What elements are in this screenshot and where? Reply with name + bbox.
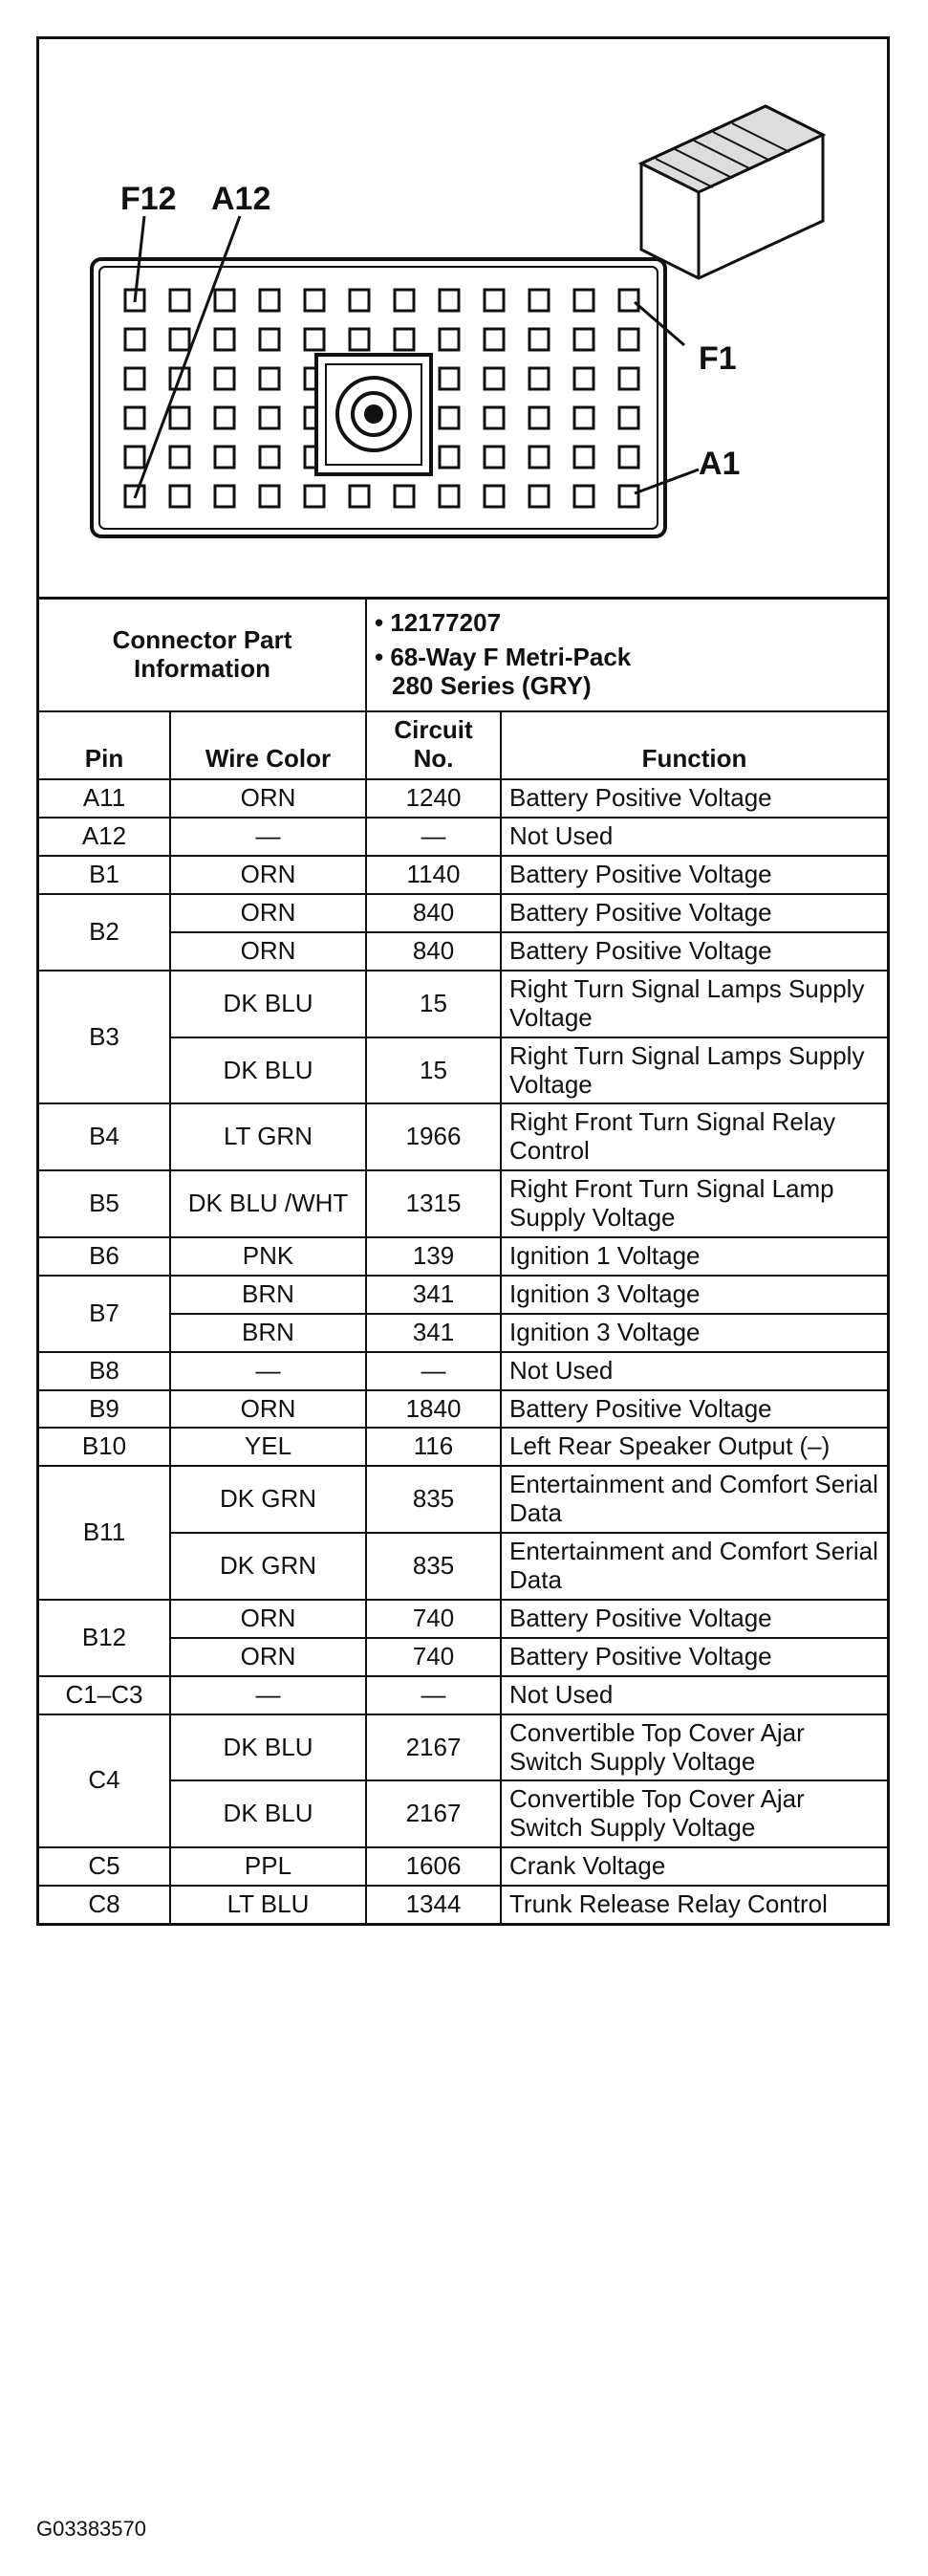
pin-cavity xyxy=(260,368,279,389)
connector-sheet xyxy=(36,36,890,1926)
pin-cavity xyxy=(170,486,189,507)
wire-color-cell: ORN xyxy=(170,1600,366,1638)
pin-cavity xyxy=(574,290,593,311)
function-cell: Battery Positive Voltage xyxy=(501,1600,887,1638)
table-row xyxy=(39,1428,887,1466)
pin-cavity xyxy=(440,407,459,428)
wire-color-cell: DK BLU xyxy=(170,1780,366,1847)
pin-cavity xyxy=(485,329,504,350)
wire-color-cell: DK GRN xyxy=(170,1533,366,1600)
pin-cavity xyxy=(529,486,549,507)
pin-cell: B7 xyxy=(39,1276,170,1352)
pin-cavity xyxy=(260,407,279,428)
table-row xyxy=(39,818,887,856)
pin-cavity xyxy=(485,447,504,468)
circuit-cell: 840 xyxy=(366,894,501,932)
label-f1: F1 xyxy=(699,340,737,377)
pin-cavity xyxy=(574,329,593,350)
wire-color-cell: ORN xyxy=(170,856,366,894)
pin-cavity xyxy=(215,290,234,311)
function-cell: Not Used xyxy=(501,1352,887,1390)
wire-color-cell: YEL xyxy=(170,1428,366,1466)
pin-cavity xyxy=(170,447,189,468)
circuit-cell: 15 xyxy=(366,971,501,1037)
table-row xyxy=(39,971,887,1037)
circuit-cell: 740 xyxy=(366,1600,501,1638)
pinout-table xyxy=(39,600,887,1923)
label-f12: F12 xyxy=(120,181,177,217)
circuit-cell: 1840 xyxy=(366,1390,501,1429)
table-row xyxy=(39,1276,887,1314)
pin-cavity xyxy=(485,486,504,507)
pin-cell: A12 xyxy=(39,818,170,856)
circuit-cell: 1344 xyxy=(366,1886,501,1923)
pin-cell: C1–C3 xyxy=(39,1676,170,1714)
circuit-cell: 139 xyxy=(366,1237,501,1276)
table-row xyxy=(39,1352,887,1390)
pin-cavity xyxy=(125,447,144,468)
table-header xyxy=(39,711,887,780)
table-row xyxy=(39,894,887,932)
pin-cavity xyxy=(305,486,324,507)
pin-cavity xyxy=(440,447,459,468)
pin-cavity xyxy=(440,368,459,389)
connector-info-row xyxy=(39,600,887,711)
table-row xyxy=(39,1847,887,1886)
wire-color-cell: DK BLU /WHT xyxy=(170,1170,366,1237)
wire-color-cell: — xyxy=(170,1352,366,1390)
pin-cavity xyxy=(395,329,414,350)
pin-cavity xyxy=(395,290,414,311)
circuit-cell: 341 xyxy=(366,1276,501,1314)
pin-cavity xyxy=(260,329,279,350)
table-row xyxy=(39,1237,887,1276)
pin-cavity xyxy=(619,486,638,507)
pin-cell: B12 xyxy=(39,1600,170,1676)
circuit-cell: 1140 xyxy=(366,856,501,894)
wire-color-cell: DK BLU xyxy=(170,971,366,1037)
pin-cavity xyxy=(170,407,189,428)
pin-cavity xyxy=(485,290,504,311)
pin-cavity xyxy=(440,486,459,507)
table-row xyxy=(39,1466,887,1533)
pin-cavity xyxy=(619,407,638,428)
pin-cavity xyxy=(350,486,369,507)
table-row xyxy=(39,779,887,818)
pin-cell: B3 xyxy=(39,971,170,1104)
function-cell: Battery Positive Voltage xyxy=(501,1390,887,1429)
wire-color-cell: PPL xyxy=(170,1847,366,1886)
circuit-cell: 341 xyxy=(366,1314,501,1352)
pin-cavity xyxy=(125,407,144,428)
function-cell: Trunk Release Relay Control xyxy=(501,1886,887,1923)
wire-color-cell: ORN xyxy=(170,1638,366,1676)
circuit-cell: 2167 xyxy=(366,1780,501,1847)
table-row xyxy=(39,1886,887,1923)
circuit-cell: 1966 xyxy=(366,1103,501,1170)
function-cell: Battery Positive Voltage xyxy=(501,932,887,971)
pin-cavity xyxy=(529,407,549,428)
pin-cell: B10 xyxy=(39,1428,170,1466)
wire-color-cell: DK BLU xyxy=(170,1037,366,1104)
pin-cavity xyxy=(440,290,459,311)
wire-color-cell: ORN xyxy=(170,894,366,932)
pin-cavity xyxy=(125,329,144,350)
pin-cavity xyxy=(574,368,593,389)
pin-cavity xyxy=(350,290,369,311)
function-cell: Battery Positive Voltage xyxy=(501,856,887,894)
function-cell: Right Turn Signal Lamps Supply Voltage xyxy=(501,1037,887,1104)
wire-color-cell: ORN xyxy=(170,1390,366,1429)
connector-diagram xyxy=(39,39,887,600)
function-cell: Right Front Turn Signal Lamp Supply Voltage xyxy=(501,1170,887,1237)
wire-color-cell: BRN xyxy=(170,1276,366,1314)
wire-color-cell: BRN xyxy=(170,1314,366,1352)
pin-cell: B11 xyxy=(39,1466,170,1600)
table-row xyxy=(39,856,887,894)
pin-cell: C8 xyxy=(39,1886,170,1923)
pin-cavity xyxy=(215,329,234,350)
part-number: 12177207 xyxy=(390,608,502,637)
connector-info-label: Connector Part Information xyxy=(39,600,366,711)
wire-color-cell: LT GRN xyxy=(170,1103,366,1170)
col-circuit-no: Circuit No. xyxy=(366,711,501,780)
function-cell: Battery Positive Voltage xyxy=(501,894,887,932)
pin-cavity xyxy=(305,329,324,350)
pin-cavity xyxy=(574,407,593,428)
circuit-cell: 116 xyxy=(366,1428,501,1466)
col-pin: Pin xyxy=(39,711,170,780)
wire-color-cell: — xyxy=(170,1676,366,1714)
function-cell: Right Front Turn Signal Relay Control xyxy=(501,1103,887,1170)
pin-cavity xyxy=(260,290,279,311)
connector-3d-icon xyxy=(641,106,823,278)
pin-cavity xyxy=(215,407,234,428)
pin-cell: B6 xyxy=(39,1237,170,1276)
pin-cavity xyxy=(215,486,234,507)
label-a1: A1 xyxy=(699,446,741,482)
pin-cavity xyxy=(170,290,189,311)
wire-color-cell: DK BLU xyxy=(170,1714,366,1781)
pin-cavity xyxy=(170,329,189,350)
wire-color-cell: DK GRN xyxy=(170,1466,366,1533)
table-row xyxy=(39,1676,887,1714)
pin-cell: B8 xyxy=(39,1352,170,1390)
pin-cavity xyxy=(619,290,638,311)
circuit-cell: — xyxy=(366,1676,501,1714)
connector-part-info: • 12177207 • 68-Way F Metri-Pack 280 Series (GRY) xyxy=(366,600,887,711)
pin-cell: C5 xyxy=(39,1847,170,1886)
pin-cavity xyxy=(395,486,414,507)
circuit-cell: 840 xyxy=(366,932,501,971)
circuit-cell: 1315 xyxy=(366,1170,501,1237)
pin-cavity xyxy=(485,407,504,428)
pin-cavity xyxy=(215,447,234,468)
function-cell: Ignition 1 Voltage xyxy=(501,1237,887,1276)
function-cell: Not Used xyxy=(501,818,887,856)
function-cell: Crank Voltage xyxy=(501,1847,887,1886)
pin-cell: B9 xyxy=(39,1390,170,1429)
wire-color-cell: ORN xyxy=(170,932,366,971)
pin-cell: B5 xyxy=(39,1170,170,1237)
pin-cell: B1 xyxy=(39,856,170,894)
wire-color-cell: PNK xyxy=(170,1237,366,1276)
table-row xyxy=(39,1170,887,1237)
pin-cavity xyxy=(529,329,549,350)
pin-cell: C4 xyxy=(39,1714,170,1848)
pin-cavity xyxy=(529,368,549,389)
circuit-cell: 15 xyxy=(366,1037,501,1104)
pin-cavity xyxy=(305,290,324,311)
pin-cell: B4 xyxy=(39,1103,170,1170)
function-cell: Entertainment and Comfort Serial Data xyxy=(501,1466,887,1533)
table-row xyxy=(39,1390,887,1429)
table-row xyxy=(39,1714,887,1781)
function-cell: Ignition 3 Voltage xyxy=(501,1314,887,1352)
wire-color-cell: LT BLU xyxy=(170,1886,366,1923)
pin-cell: B2 xyxy=(39,894,170,971)
function-cell: Battery Positive Voltage xyxy=(501,779,887,818)
table-row xyxy=(39,1600,887,1638)
pin-cavity xyxy=(574,447,593,468)
pin-cavity xyxy=(125,368,144,389)
function-cell: Ignition 3 Voltage xyxy=(501,1276,887,1314)
function-cell: Right Turn Signal Lamps Supply Voltage xyxy=(501,971,887,1037)
circuit-cell: — xyxy=(366,818,501,856)
pin-cavity xyxy=(529,290,549,311)
function-cell: Entertainment and Comfort Serial Data xyxy=(501,1533,887,1600)
pin-cavity xyxy=(260,486,279,507)
pin-cavity xyxy=(619,368,638,389)
connector-face xyxy=(92,259,665,536)
circuit-cell: — xyxy=(366,1352,501,1390)
col-function: Function xyxy=(501,711,887,780)
pin-cavity xyxy=(440,329,459,350)
col-wire-color: Wire Color xyxy=(170,711,366,780)
function-cell: Convertible Top Cover Ajar Switch Supply Voltage xyxy=(501,1714,887,1781)
function-cell: Not Used xyxy=(501,1676,887,1714)
function-cell: Left Rear Speaker Output (–) xyxy=(501,1428,887,1466)
circuit-cell: 2167 xyxy=(366,1714,501,1781)
function-cell: Convertible Top Cover Ajar Switch Supply Voltage xyxy=(501,1780,887,1847)
part-type: 68-Way F Metri-Pack xyxy=(390,642,632,671)
pin-cavity xyxy=(619,329,638,350)
pin-cavity xyxy=(350,329,369,350)
circuit-cell: 1606 xyxy=(366,1847,501,1886)
pin-cavity xyxy=(574,486,593,507)
figure-caption: G03383570 xyxy=(36,2517,146,2541)
pin-cell: A11 xyxy=(39,779,170,818)
pin-cavity xyxy=(215,368,234,389)
circuit-cell: 835 xyxy=(366,1466,501,1533)
pin-cavity xyxy=(619,447,638,468)
circuit-cell: 835 xyxy=(366,1533,501,1600)
pin-cavity xyxy=(260,447,279,468)
function-cell: Battery Positive Voltage xyxy=(501,1638,887,1676)
wire-color-cell: — xyxy=(170,818,366,856)
wire-color-cell: ORN xyxy=(170,779,366,818)
circuit-cell: 1240 xyxy=(366,779,501,818)
pin-cavity xyxy=(485,368,504,389)
part-series: 280 Series (GRY) xyxy=(392,670,592,700)
pin-cavity xyxy=(529,447,549,468)
label-a12: A12 xyxy=(211,181,271,217)
table-row xyxy=(39,1103,887,1170)
circuit-cell: 740 xyxy=(366,1638,501,1676)
